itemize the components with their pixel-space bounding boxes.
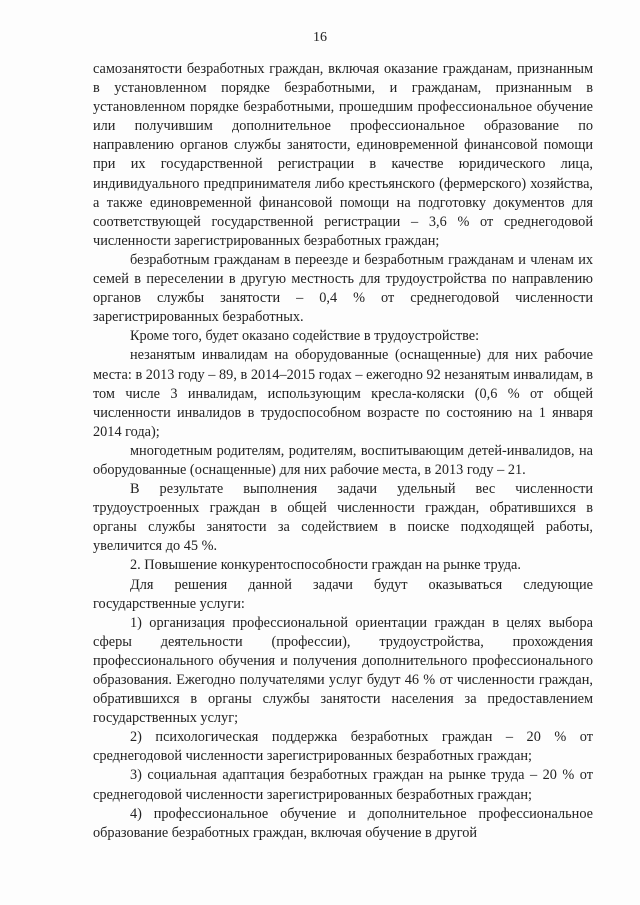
paragraph: В результате выполнения задачи удельный вес численности трудоустроенных граждан в общей численности граждан, обратившихся в органы службы занятости за содействием в поиске подходящей работы, увеличится до 45 %. (93, 481, 593, 555)
paragraph: Кроме того, будет оказано содействие в трудоустройстве: (130, 328, 480, 345)
paragraph: многодетным родителям, родителям, воспитывающим детей-инвалидов, на оборудованные (оснащенные) для них рабочие места, в 2013 году – 21. (93, 442, 593, 478)
list-item: 4) профессиональное обучение и дополнительное профессиональное образование безработных граждан, включая обучение в другой (93, 805, 593, 841)
list-item: 2) психологическая поддержка безработных граждан – 20 % от среднегодовой численности зарегистрированных безработных граждан; (93, 729, 593, 765)
paragraph: самозанятости безработных граждан, включая оказание гражданам, признанным в установленном порядке безработными, и гражданам, признанным в установленном порядке безработными, прошедшим профессиональное обучение или получившим дополнительное профессиональное образование по направлению органов службы занятости, единовременной финансовой помощи при их государственной регистрации в качестве юридического лица, индивидуального предпринимателя либо крестьянского (фермерского) хозяйства, а также единовременной финансовой помощи на подготовку документов для соответствующей государственной регистрации – 3,6 % от среднегодовой численности зарегистрированных безработных граждан; (93, 61, 593, 249)
paragraph: незанятым инвалидам на оборудованные (оснащенные) для них рабочие места: в 2013 году – 89, в 2014–2015 годах – ежегодно 92 незанятым инвалидам, в том числе 3 инвалидам, использующим кресла-коляски (0,6 % от общей численности инвалидов в трудоспособном возрасте по состоянию на 1 января 2014 года); (93, 347, 593, 440)
list-item: 3) социальная адаптация безработных граждан на рынке труда – 20 % от среднегодовой численности зарегистрированных безработных граждан; (93, 767, 593, 803)
section-heading: 2. Повышение конкурентоспособности граждан на рынке труда. (130, 557, 521, 574)
paragraph: Для решения данной задачи будут оказываться следующие государственные услуги: (93, 576, 593, 612)
list-item: 1) организация профессиональной ориентации граждан в целях выбора сферы деятельности (профессии), трудоустройства, прохождения профессионального обучения и получения дополнительного профессионального образования. Ежегодно получателями услуг будут 46 % от численности граждан, обратившихся в органы службы занятости населения за предоставлением государственных услуг; (93, 614, 593, 727)
page-number: 16 (313, 30, 327, 45)
document-body (93, 60, 593, 843)
paragraph: безработным гражданам в переезде и безработным гражданам и членам их семей в переселении в другую местность для трудоустройства по направлению органов службы занятости – 0,4 % от среднегодовой численности зарегистрированных безработных. (93, 251, 593, 326)
